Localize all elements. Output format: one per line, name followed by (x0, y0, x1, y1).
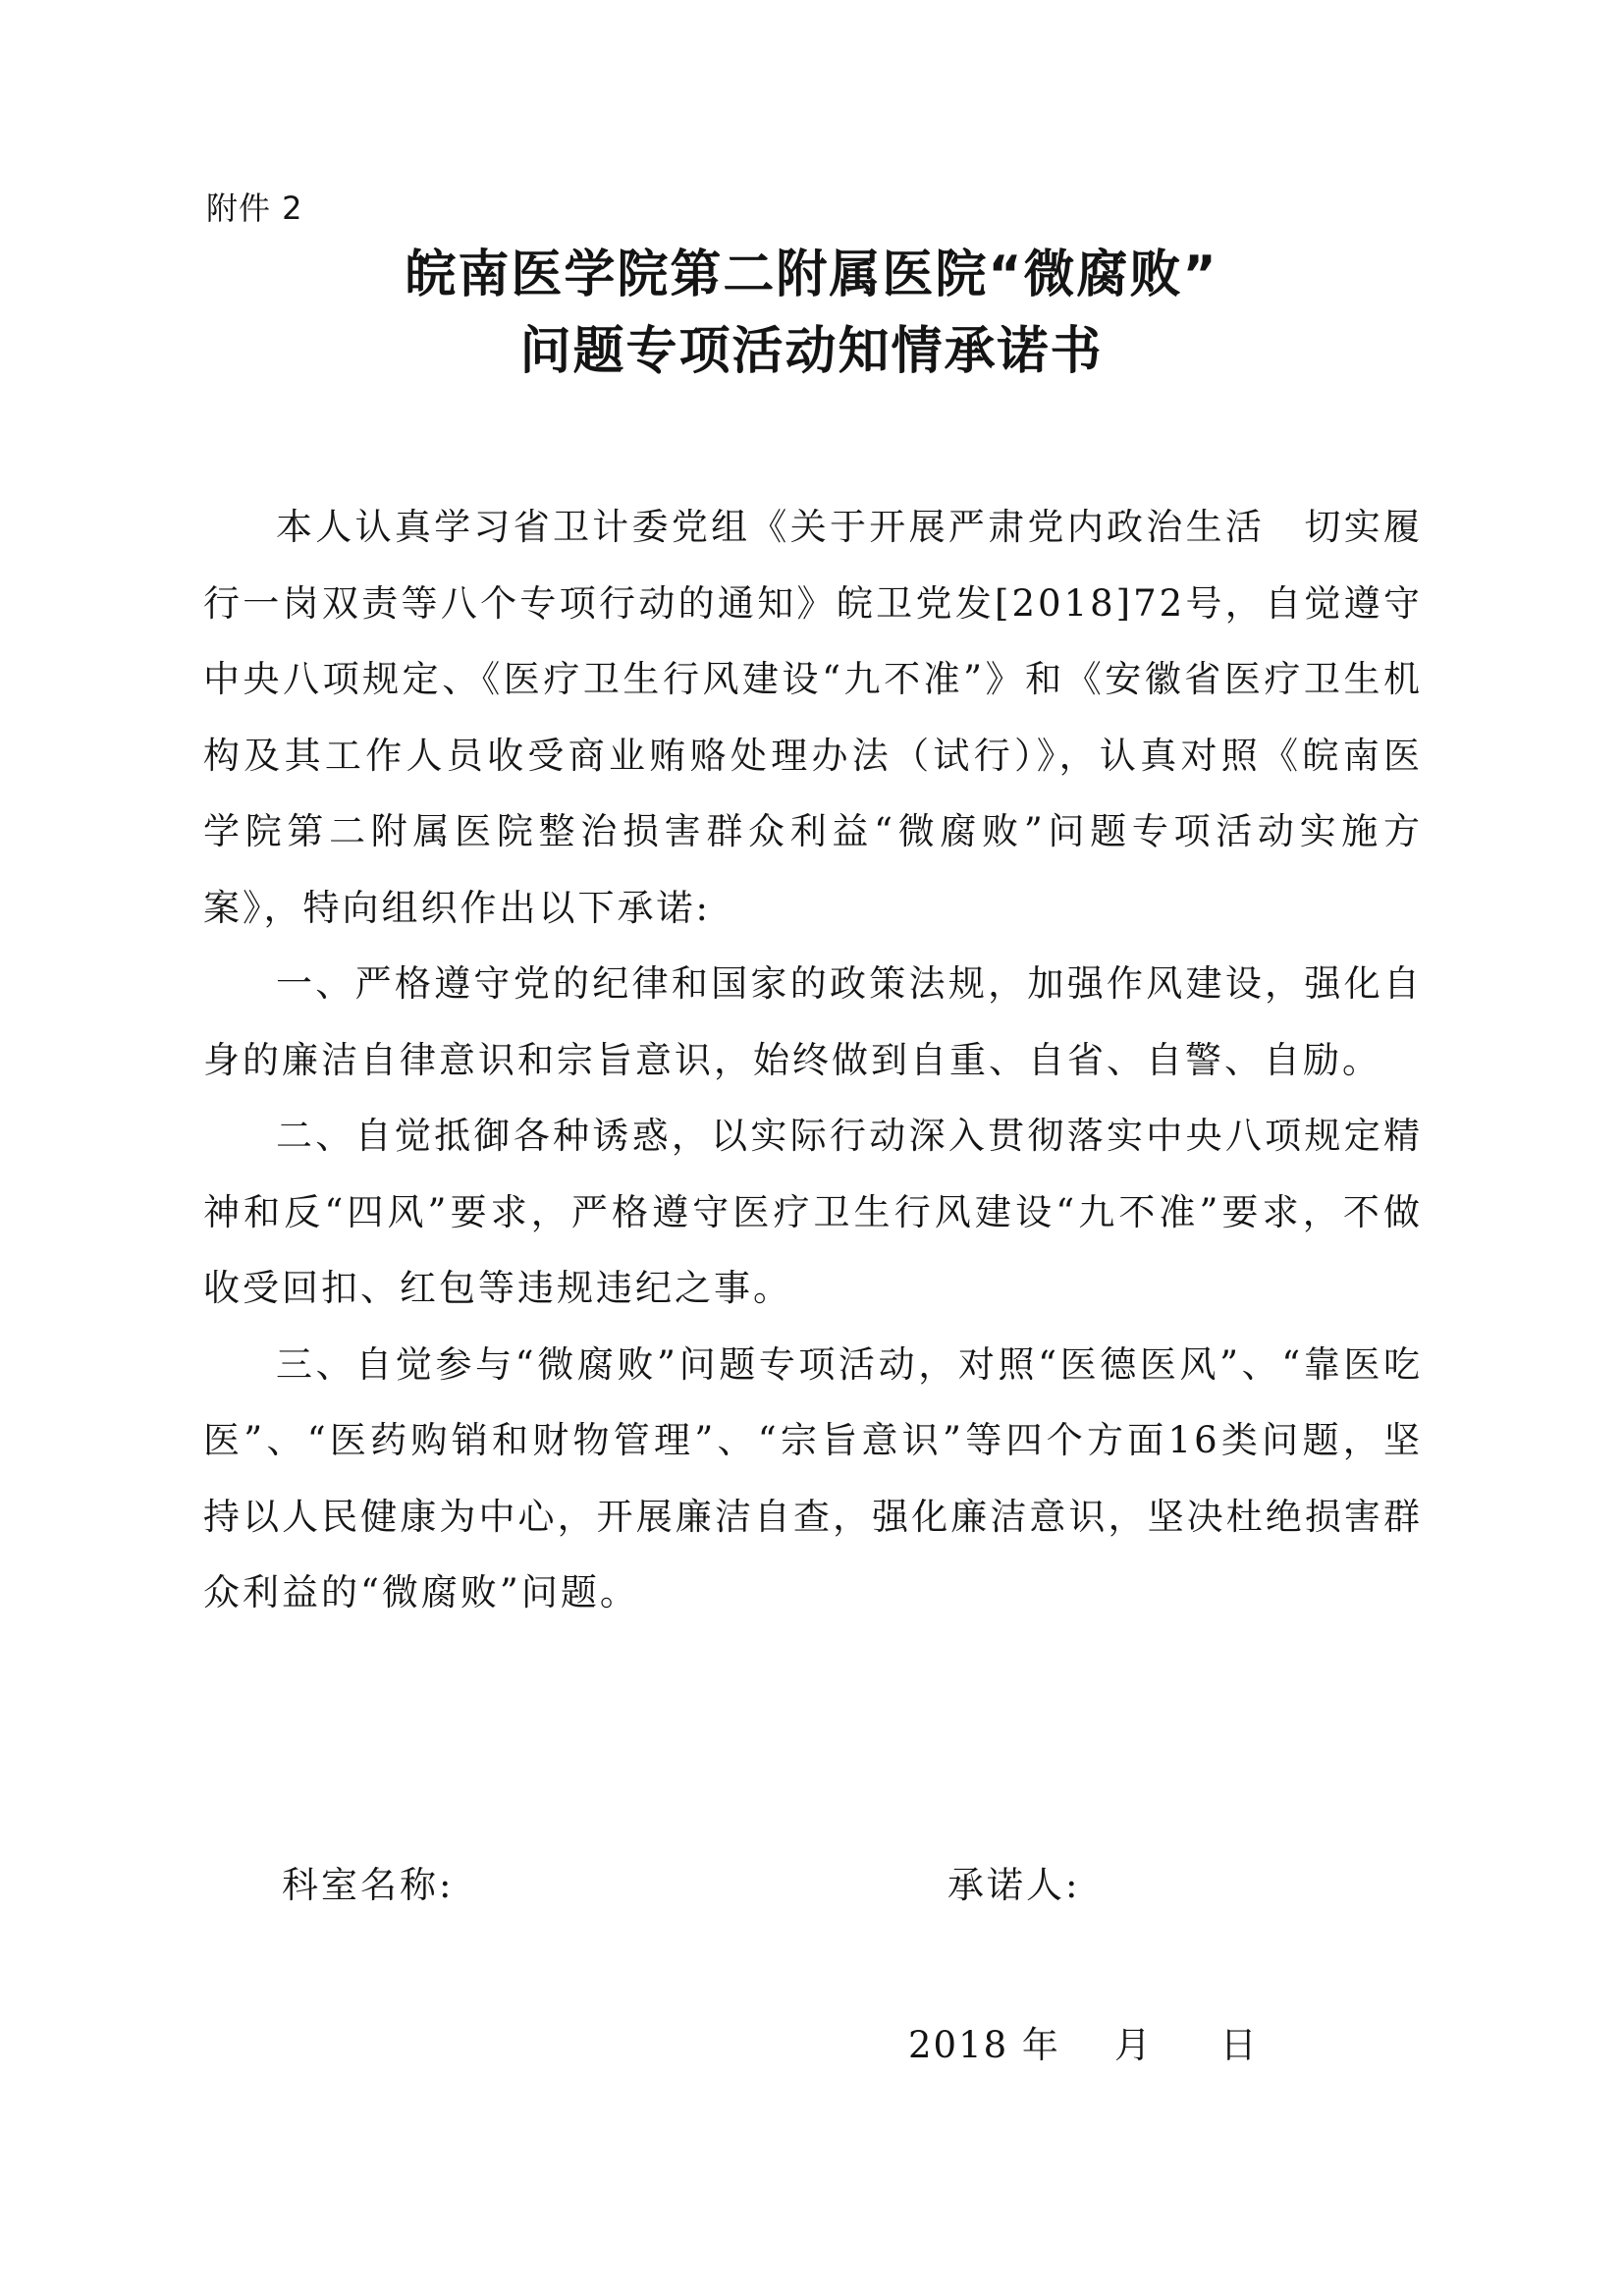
document-body (203, 489, 1423, 1631)
pledge-item-1: 一、严格遵守党的纪律和国家的政策法规，加强作风建设，强化自身的廉洁自律意识和宗旨意识，始终做到自重、自省、自警、自励。 (203, 962, 1423, 1081)
document-title-line-2: 问题专项活动知情承诺书 (519, 322, 1104, 381)
intro-paragraph: 本人认真学习省卫计委党组《关于开展严肃党内政治生活 切实履行一岗双责等八个专项行动的通知》皖卫党发[2018]72号，自觉遵守中央八项规定、《医疗卫生行风建设“九不准”》和《安徽省医疗卫生机构及其工作人员收受商业贿赂处理办法（试行）》，认真对照《皖南医学院第二附属医院整治损害群众利益“微腐败”问题专项活动实施方案》，特向组织作出以下承诺: (203, 506, 1423, 929)
pledge-item-3: 三、自觉参与“微腐败”问题专项活动，对照“医德医风”、“靠医吃医”、“医药购销和财物管理”、“宗旨意识”等四个方面16类问题，坚持以人民健康为中心，开展廉洁自查，强化廉洁意识，坚决杜绝损害群众利益的“微腐败”问题。 (203, 1342, 1423, 1613)
date-line: 2018 年 月 日 (908, 2024, 1259, 2066)
department-name-label: 科室名称: (282, 1864, 455, 1906)
document-title-line-1: 皖南医学院第二附属医院“微腐败” (405, 246, 1218, 304)
pledger-label: 承诺人: (947, 1864, 1081, 1906)
pledge-item-2: 二、自觉抵御各种诱惑，以实际行动深入贯彻落实中央八项规定精神和反“四风”要求，严格遵守医疗卫生行风建设“九不准”要求，不做收受回扣、红包等违规违纪之事。 (203, 1115, 1423, 1309)
attachment-label: 附件 2 (206, 190, 303, 227)
